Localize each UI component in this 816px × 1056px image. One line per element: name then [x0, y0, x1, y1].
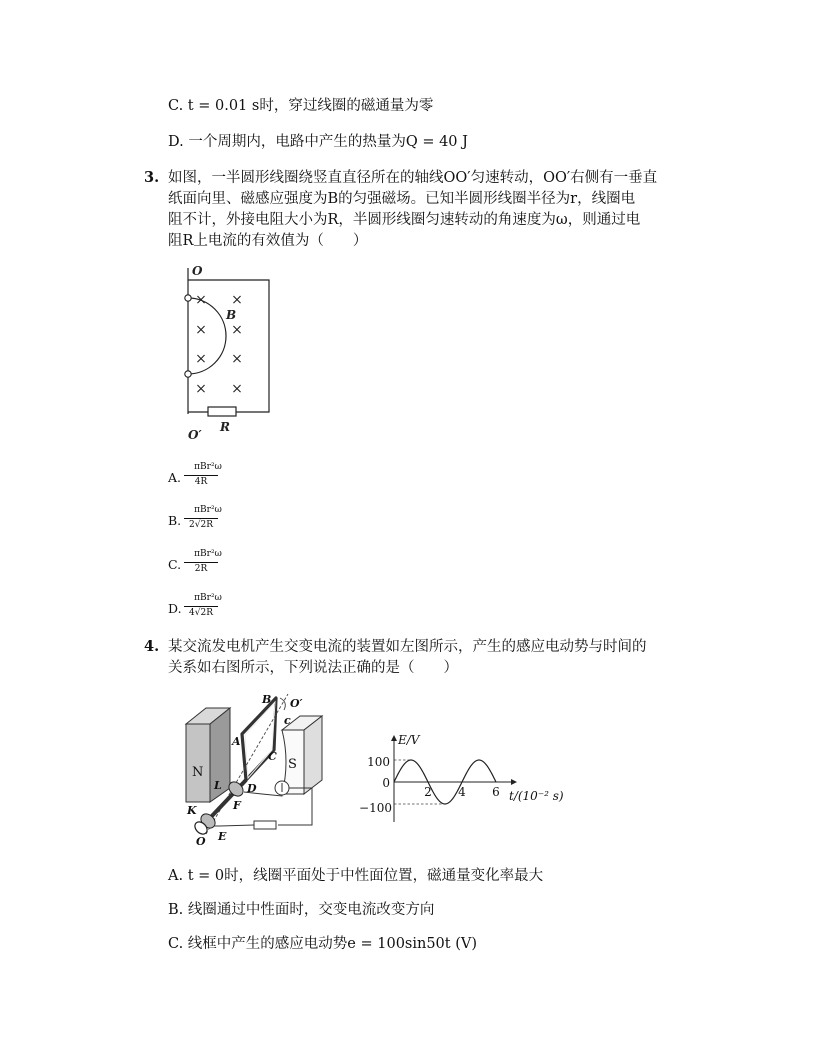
q4-number: 4.: [144, 638, 160, 655]
resistor-r: [208, 407, 236, 416]
y-tick-label: 100: [367, 755, 390, 769]
label-o-prime: O′: [188, 428, 202, 442]
q2-option-d: D. 一个周期内，电路中产生的热量为Q = 40 J: [168, 134, 468, 150]
cross-mark: ×: [231, 292, 243, 308]
cross-mark: ×: [195, 381, 207, 397]
q4-text-line-2: 关系如右图所示，下列说法正确的是（ ）: [168, 660, 458, 676]
q4-option-c: C. 线框中产生的感应电动势e = 100sin50t (V): [168, 936, 478, 952]
option-label: C.: [168, 557, 182, 572]
fraction-numerator: πBr²ω: [194, 549, 222, 559]
q4-option-a: A. t = 0时，线圈平面处于中性面位置，磁通量变化率最大: [168, 868, 544, 884]
q4-option-b: B. 线圈通过中性面时，交变电流改变方向: [168, 902, 435, 918]
q2-option-c: C. t = 0.01 s时，穿过线圈的磁通量为零: [168, 98, 434, 114]
label-c-small: c: [284, 714, 291, 727]
brush-wire-e: [214, 825, 254, 826]
label-k: K: [187, 804, 197, 817]
cross-mark: ×: [231, 381, 243, 397]
cross-mark: ×: [231, 351, 243, 367]
q3-text-line-1: 如图，一半圆形线圈绕竖直直径所在的轴线OO′匀速转动，OO′右侧有一垂直: [168, 170, 658, 186]
x-tick-label: 2: [424, 785, 432, 799]
fraction-bar: [184, 475, 218, 476]
label-a: A: [232, 735, 241, 748]
n-magnet-front: [186, 724, 210, 802]
fraction-bar: [184, 606, 218, 607]
cross-mark: ×: [195, 322, 207, 338]
label-b: B: [226, 308, 237, 322]
cross-mark: ×: [231, 322, 243, 338]
s-pole-label: S: [288, 757, 297, 772]
label-b: B: [262, 693, 272, 706]
x-axis-label: t/(10⁻² s): [509, 789, 564, 803]
emf-time-chart: [354, 732, 570, 828]
q3-coil-figure: [180, 262, 280, 442]
s-magnet-side: [304, 716, 322, 794]
label-r: R: [220, 420, 230, 434]
label-f: F: [233, 799, 241, 812]
q4-generator-figure: [182, 688, 342, 848]
fraction-denominator: 4R: [194, 477, 208, 487]
fraction-numerator: πBr²ω: [194, 593, 222, 603]
option-label: D.: [168, 601, 182, 616]
label-c: C: [268, 750, 277, 763]
q3-text-line-3: 阻不计，外接电阻大小为R，半圆形线圈匀速转动的角速度为ω，则通过电: [168, 212, 641, 228]
terminal-top: [185, 295, 191, 301]
label-o: O: [192, 264, 203, 278]
fraction-denominator: 4√2R: [189, 608, 213, 618]
q3-text-line-2: 纸面向里、磁感应强度为B的匀强磁场。已知半圆形线圈半径为r，线圈电: [168, 191, 636, 207]
x-tick-label: 6: [492, 785, 500, 799]
fraction-denominator: 2√2R: [189, 520, 213, 530]
y-tick-label: 0: [382, 776, 390, 790]
fraction-numerator: πBr²ω: [194, 462, 222, 472]
external-resistor: [254, 821, 276, 829]
option-label: B.: [168, 513, 182, 528]
terminal-bottom: [185, 371, 191, 377]
label-o: O: [196, 835, 206, 848]
label-e: E: [218, 830, 227, 843]
q3-text-line-4: 阻R上电流的有效值为（ ）: [168, 233, 368, 249]
cross-mark: ×: [195, 351, 207, 367]
fraction-bar: [184, 518, 218, 519]
q4-text-line-1: 某交流发电机产生交变电流的装置如左图所示，产生的感应电动势与时间的: [168, 639, 647, 655]
q3-number: 3.: [144, 169, 160, 186]
n-pole-label: N: [192, 765, 204, 780]
y-axis-label: E/V: [398, 733, 420, 747]
label-l: L: [214, 779, 222, 792]
option-label: A.: [168, 470, 182, 485]
label-d: D: [247, 782, 257, 795]
fraction-numerator: πBr²ω: [194, 505, 222, 515]
x-tick-label: 4: [458, 785, 466, 799]
semicircle-coil: [188, 298, 226, 374]
y-tick-label: −100: [359, 801, 392, 815]
cross-mark: ×: [195, 292, 207, 308]
label-o-prime: O′: [290, 697, 303, 710]
fraction-bar: [184, 562, 218, 563]
fraction-denominator: 2R: [194, 564, 208, 574]
